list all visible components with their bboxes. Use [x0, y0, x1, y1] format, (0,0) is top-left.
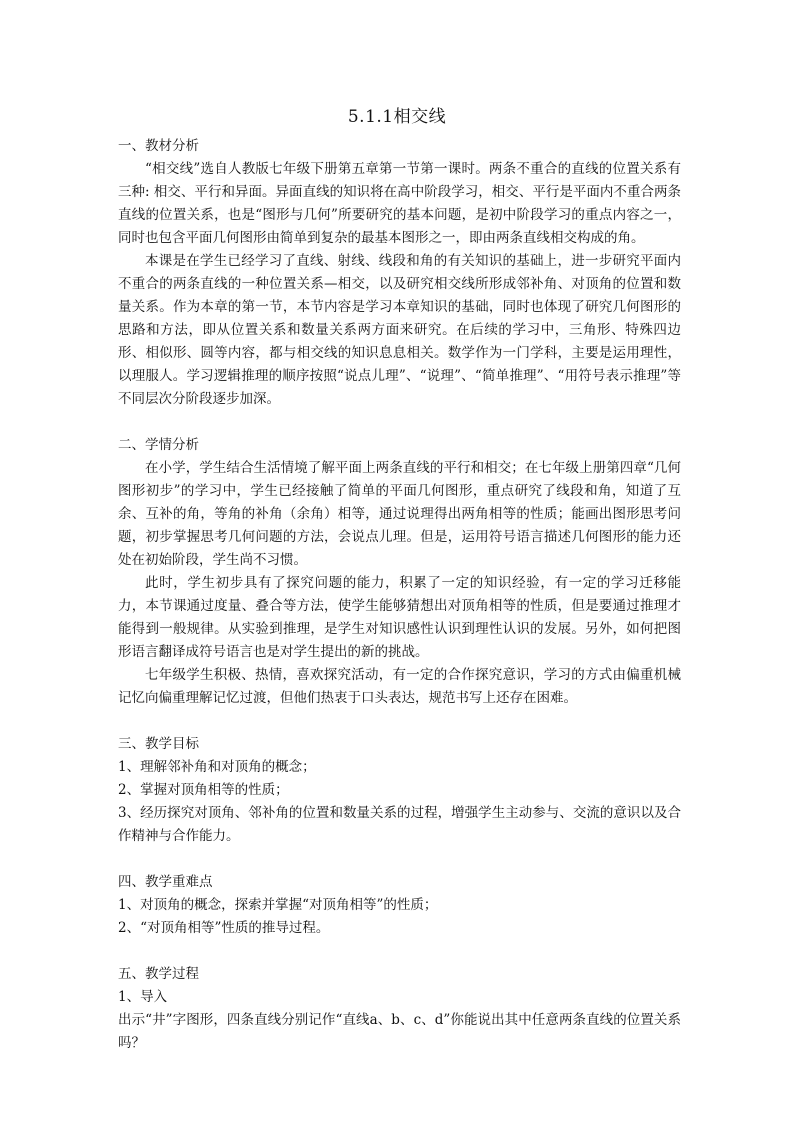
section-heading: 五、教学过程 — [118, 966, 199, 982]
section-heading: 二、学情分析 — [118, 437, 199, 453]
paragraph: 本课是在学生已经学习了直线、射线、线段和角的有关知识的基础上，进一步研究平面内不重合的两条直线的一种位置关系—相交，以及研究相交线所形成邻补角、对顶角的位置和数量关系。作为本章的第一节，本节内容是学习本章知识的基础，同时也体现了研究几何图形的思路和方法，即从位置关系和数量关系两方面来研究。在后续的学习中，三角形、特殊四边形、相似形、圆等内容，都与相交线的知识息息相关。数学作为一门学科，主要是运用理性，以理服人。学习逻辑推理的顺序按照“说点儿理”、“说理”、“简单推理”、“用符号表示推理”等不同层次分阶段逐步加深。 — [118, 253, 681, 407]
section-spacer — [118, 411, 681, 434]
list-item: 2、“对顶角相等”性质的推导过程。 — [118, 920, 330, 936]
list-item: 3、经历探究对顶角、邻补角的位置和数量关系的过程，增强学生主动参与、交流的意识以及合作精神与合作能力。 — [118, 805, 681, 844]
section-heading: 一、教材分析 — [118, 138, 199, 154]
list-item: 2、掌握对顶角相等的性质； — [118, 782, 289, 798]
paragraph: “相交线”选自人教版七年级下册第五章第一节第一课时。两条不重合的直线的位置关系有三种: 相交、平行和异面。异面直线的知识将在高中阶段学习，相交、平行是平面内不重合两条直线的位置关系，也是“图形与几何”所要研究的基本问题，是初中阶段学习的重点内容之一，同时也包含平面几何图形由简单到复杂的最基本图形之一，即由两条直线相交构成的角。 — [118, 161, 681, 246]
section-heading: 四、教学重难点 — [118, 874, 213, 890]
paragraph: 七年级学生积极、热情，喜欢探究活动，有一定的合作探究意识，学习的方式由偏重机械记忆向偏重理解记忆过渡，但他们热衷于口头表达，规范书写上还存在困难。 — [118, 667, 681, 706]
document-body — [118, 135, 681, 1055]
paragraph: 在小学，学生结合生活情境了解平面上两条直线的平行和相交；在七年级上册第四章“几何图形初步”的学习中，学生已经接触了简单的平面几何图形，重点研究了线段和角，知道了互余、互补的角，等角的补角（余角）相等，通过说理得出两角相等的性质；能画出图形思考问题，初步掌握思考几何问题的方法，会说点儿理。但是，运用符号语言描述几何图形的能力还处在初始阶段，学生尚不习惯。 — [118, 460, 681, 568]
section-spacer — [118, 710, 681, 733]
section-spacer — [118, 940, 681, 963]
section-heading: 三、教学目标 — [118, 736, 199, 752]
list-item: 1、理解邻补角和对顶角的概念； — [118, 759, 316, 775]
list-item: 出示“井”字图形，四条直线分别记作“直线a、b、c、d”你能说出其中任意两条直线的位置关系吗？ — [118, 1012, 681, 1051]
list-item: 1、对顶角的概念，探索并掌握“对顶角相等”的性质； — [118, 897, 438, 913]
list-item: 1、导入 — [118, 989, 168, 1005]
paragraph: 此时，学生初步具有了探究问题的能力，积累了一定的知识经验，有一定的学习迁移能力，本节课通过度量、叠合等方法，使学生能够猜想出对顶角相等的性质，但是要通过推理才能得到一般规律。从实验到推理，是学生对知识感性认识到理性认识的发展。另外，如何把图形语言翻译成符号语言也是对学生提出的新的挑战。 — [118, 575, 681, 660]
section-spacer — [118, 848, 681, 871]
document-title: 5.1.1相交线 — [347, 107, 447, 127]
